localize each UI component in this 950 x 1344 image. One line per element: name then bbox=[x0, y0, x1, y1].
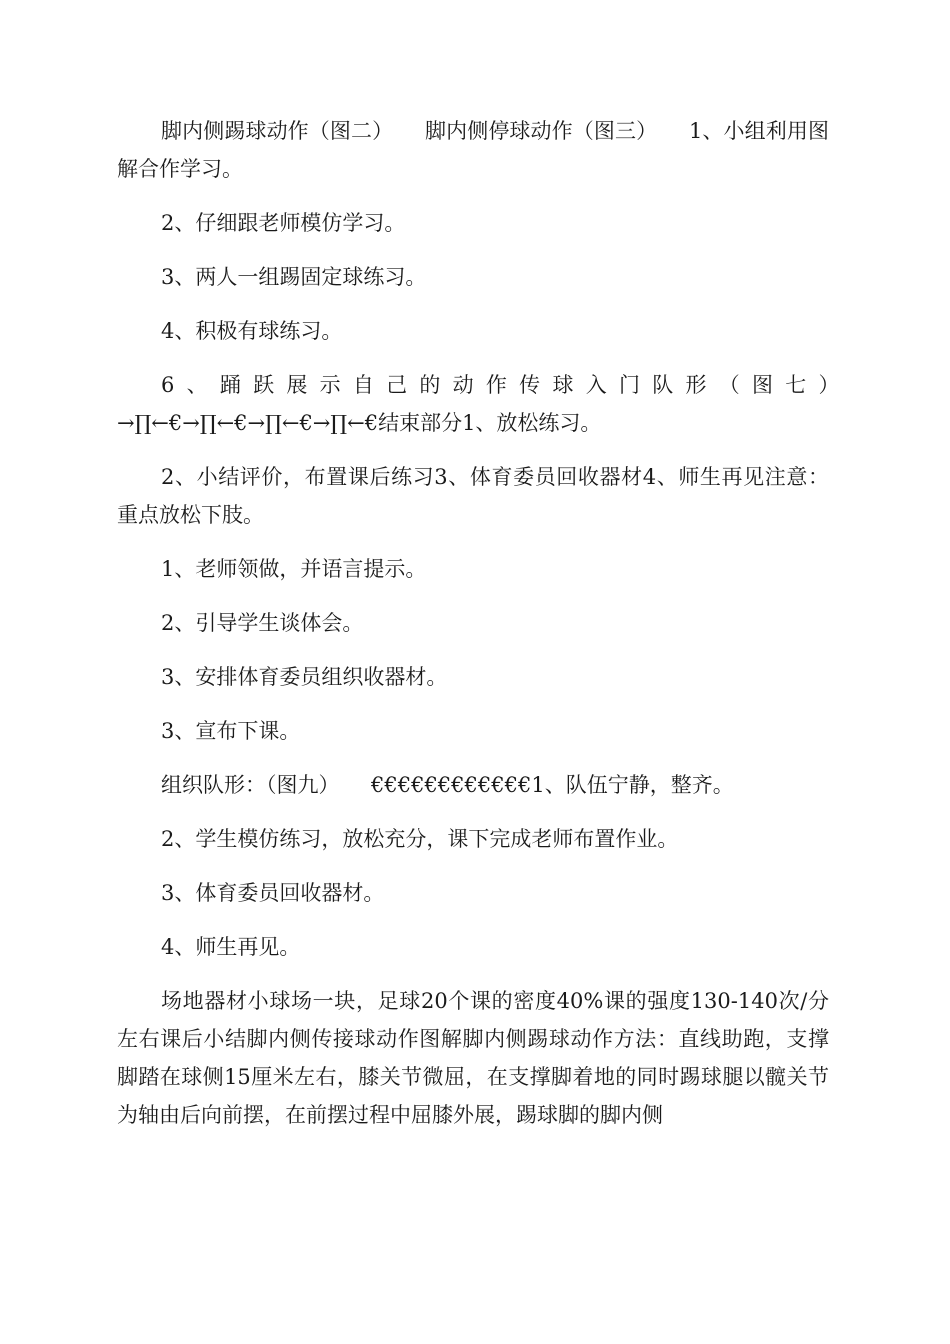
paragraph: 4、师生再见。 bbox=[161, 935, 301, 959]
paragraph: 组织队形：（图九） €€€€€€€€€€€€1、队伍宁静，整齐。 bbox=[161, 773, 734, 797]
paragraph: 2、学生模仿练习，放松充分，课下完成老师布置作业。 bbox=[161, 827, 679, 851]
document-body bbox=[117, 112, 871, 1150]
paragraph: 2、引导学生谈体会。 bbox=[161, 611, 364, 635]
paragraph: 3、体育委员回收器材。 bbox=[161, 881, 385, 905]
paragraph: 6、踊跃展示自己的动作传球入门队形（图七） →∏←€→∏←€→∏←€→∏←€结束部分1、放松练习。 bbox=[117, 373, 871, 435]
paragraph: 3、两人一组踢固定球练习。 bbox=[161, 265, 427, 289]
paragraph: 2、仔细跟老师模仿学习。 bbox=[161, 211, 406, 235]
paragraph: 1、老师领做，并语言提示。 bbox=[161, 557, 427, 581]
paragraph: 3、安排体育委员组织收器材。 bbox=[161, 665, 448, 689]
paragraph: 3、宣布下课。 bbox=[161, 719, 301, 743]
paragraph: 脚内侧踢球动作（图二） 脚内侧停球动作（图三） 1、小组利用图解合作学习。 bbox=[117, 119, 829, 181]
paragraph: 2、小结评价，布置课后练习3、体育委员回收器材4、师生再见注意：重点放松下肢。 bbox=[117, 465, 829, 527]
paragraph: 场地器材小球场一块，足球20个课的密度40%课的强度130-140次/分左右课后小结脚内侧传接球动作图解脚内侧踢球动作方法：直线助跑，支撑脚踏在球侧15厘米左右，膝关节微屈，在支撑脚着地的同时踢球腿以髋关节为轴由后向前摆，在前摆过程中屈膝外展，踢球脚的脚内侧 bbox=[117, 989, 829, 1127]
paragraph: 4、积极有球练习。 bbox=[161, 319, 343, 343]
